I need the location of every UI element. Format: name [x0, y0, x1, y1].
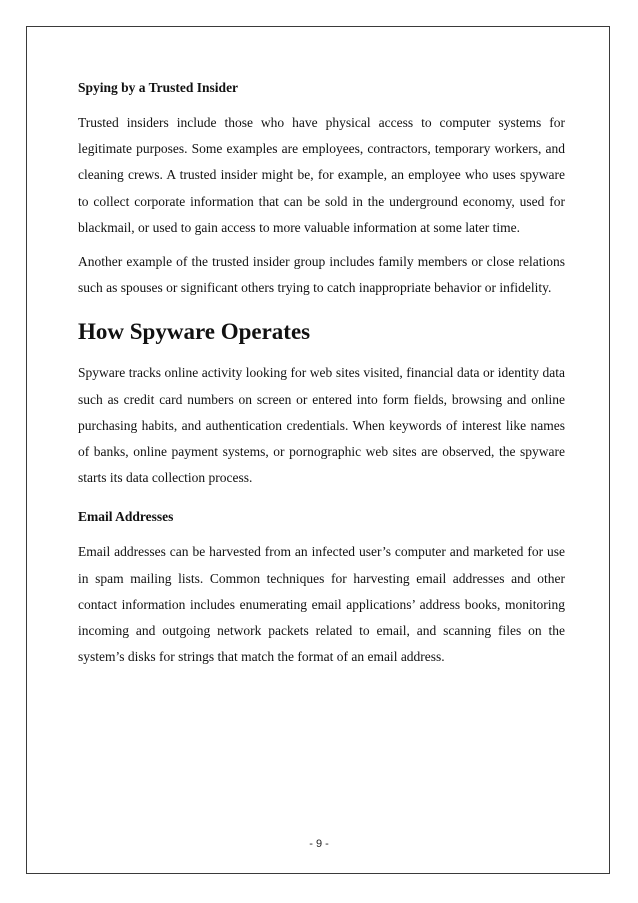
section-heading-how-spyware-operates: How Spyware Operates — [78, 319, 311, 345]
paragraph-trusted-insider-1: Trusted insiders include those who have physical access to computer systems for legitimate purposes. Some examples are employees, contractors, temporary workers, and cleaning crews. A trusted insider might be, for example, an employee who uses spyware to collect corporate information that can be sold in the underground economy, used for blackmail, or used to gain access to more valuable information at some later time. — [78, 115, 565, 235]
section-trusted-insider — [78, 76, 565, 301]
document-body — [78, 76, 565, 678]
section-heading-email-addresses: Email Addresses — [78, 509, 174, 525]
paragraph-how-spyware-operates-1: Spyware tracks online activity looking for web sites visited, financial data or identity data such as credit card numbers on screen or entered into form fields, browsing and online purchasing habits, and authentication credentials. When keywords of interest like names of banks, online payment systems, or pornographic web sites are observed, the spyware starts its data collection process. — [78, 365, 565, 486]
section-heading-trusted-insider: Spying by a Trusted Insider — [78, 80, 239, 95]
paragraph-trusted-insider-2: Another example of the trusted insider group includes family members or close relations such as spouses or significant others trying to catch inappropriate behavior or infidelity. — [78, 254, 565, 296]
paragraph-email-addresses-1: Email addresses can be harvested from an infected user’s computer and marketed for use in spam mailing lists. Common techniques for harvesting email addresses and other contact information includes enumerating email applications’ address books, monitoring incoming and outgoing network packets related to email, and scanning files on the system’s disks for strings that match the format of an email address. — [78, 544, 565, 665]
section-how-spyware-operates — [78, 316, 565, 491]
page-number: - 9 - — [309, 838, 329, 850]
section-email-addresses — [78, 505, 565, 670]
